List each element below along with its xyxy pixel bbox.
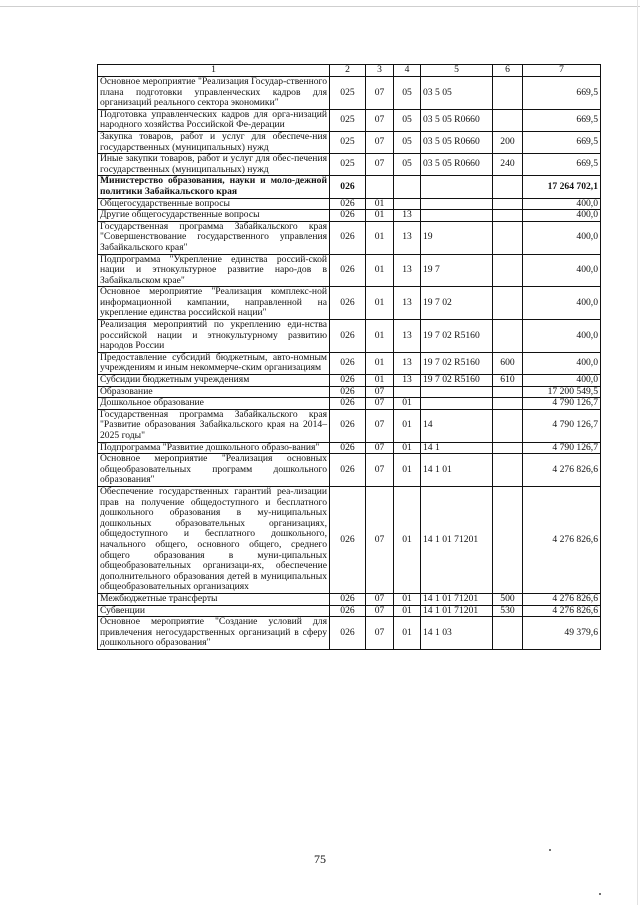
cell-expense-type: 610 [493,375,523,387]
cell-subsection [394,198,421,210]
cell-target-article: 14 1 [421,442,493,454]
cell-section: 01 [366,254,394,287]
cell-admin-code: 026 [330,593,366,605]
cell-admin-code: 026 [330,210,366,222]
cell-expense-type [493,454,523,487]
cell-name: Субвенции [98,605,330,617]
cell-section: 07 [366,109,394,131]
cell-subsection: 13 [394,320,421,353]
cell-admin-code: 026 [330,221,366,254]
cell-target-article: 19 [421,221,493,254]
cell-admin-code: 026 [330,617,366,650]
cell-target-article: 14 1 01 71201 [421,486,493,593]
cell-name: Обеспечение государственных гарантий реа-лизации прав на получение общедоступного и бесплатного дошкольного образования в му-ниципальных дошкольных образовательных организациях, общедоступного и бесплатного дошкольного, начального общего, основного общего, среднего общего образования в муни-ципальных общеобразовательных организаци-ях, обеспечение дополнительного образования детей в муниципальных общеобразовательных организациях [98,486,330,593]
cell-section: 07 [366,454,394,487]
table-row [98,375,601,387]
cell-name: Закупка товаров, работ и услуг для обеспече-ния государственных (муниципальных) нужд [98,131,330,153]
cell-expense-type [493,254,523,287]
header-col-7: 7 [523,65,601,77]
cell-section: 01 [366,352,394,374]
cell-expense-type: 200 [493,131,523,153]
cell-admin-code: 026 [330,454,366,487]
cell-admin-code: 025 [330,154,366,176]
cell-subsection: 05 [394,131,421,153]
cell-name: Дошкольное образование [98,398,330,410]
cell-target-article [421,198,493,210]
table-row [98,593,601,605]
header-col-5: 5 [421,65,493,77]
cell-section: 07 [366,617,394,650]
cell-amount: 669,5 [523,109,601,131]
cell-expense-type: 530 [493,605,523,617]
cell-admin-code: 026 [330,442,366,454]
cell-name: Государственная программа Забайкальского края "Совершенствование государственного управления Забайкальского края" [98,221,330,254]
cell-subsection: 01 [394,605,421,617]
table-row [98,386,601,398]
cell-section: 07 [366,131,394,153]
cell-amount: 669,5 [523,154,601,176]
cell-expense-type [493,386,523,398]
cell-amount: 4 276 826,6 [523,593,601,605]
table-row [98,617,601,650]
cell-name: Иные закупки товаров, работ и услуг для обес-печения государственных (муниципальных) нужд [98,154,330,176]
table-row [98,221,601,254]
header-col-6: 6 [493,65,523,77]
cell-subsection: 01 [394,409,421,442]
cell-amount: 4 276 826,6 [523,454,601,487]
cell-section: 01 [366,287,394,320]
cell-target-article [421,210,493,222]
cell-subsection: 01 [394,442,421,454]
cell-subsection: 13 [394,254,421,287]
cell-amount: 400,0 [523,352,601,374]
table-row [98,605,601,617]
cell-section: 01 [366,320,394,353]
table-row [98,77,601,110]
cell-expense-type [493,617,523,650]
cell-section: 07 [366,409,394,442]
table-row [98,398,601,410]
cell-subsection: 01 [394,593,421,605]
cell-target-article: 03 5 05 R0660 [421,154,493,176]
cell-target-article: 03 5 05 R0660 [421,131,493,153]
cell-name: Общегосударственные вопросы [98,198,330,210]
cell-amount: 17 264 702,1 [523,176,601,198]
cell-section: 01 [366,375,394,387]
cell-name: Основное мероприятие "Реализация основных общеобразовательных программ дошкольного образования" [98,454,330,487]
cell-admin-code: 026 [330,398,366,410]
cell-name: Подпрограмма "Укрепление единства россий-ской нации и этнокультурное развитие наро-дов в Забайкальском крае" [98,254,330,287]
cell-admin-code: 026 [330,254,366,287]
page-top-edge [0,6,640,7]
table-row [98,320,601,353]
cell-amount: 400,0 [523,198,601,210]
cell-admin-code: 025 [330,109,366,131]
cell-section: 07 [366,77,394,110]
cell-subsection: 13 [394,375,421,387]
table-row [98,287,601,320]
cell-admin-code: 026 [330,409,366,442]
cell-target-article: 14 1 03 [421,617,493,650]
cell-target-article: 19 7 02 R5160 [421,375,493,387]
table-row [98,210,601,222]
cell-amount: 4 790 126,7 [523,409,601,442]
table-header-row [98,65,601,77]
table-row [98,154,601,176]
cell-amount: 669,5 [523,77,601,110]
cell-target-article [421,398,493,410]
cell-target-article: 14 1 01 71201 [421,593,493,605]
cell-section: 07 [366,386,394,398]
cell-name: Другие общегосударственные вопросы [98,210,330,222]
cell-expense-type [493,198,523,210]
cell-amount: 400,0 [523,210,601,222]
cell-section: 07 [366,154,394,176]
cell-target-article [421,386,493,398]
cell-target-article: 19 7 02 [421,287,493,320]
cell-section: 01 [366,221,394,254]
cell-section [366,176,394,198]
table-row [98,454,601,487]
table-row [98,486,601,593]
cell-subsection: 13 [394,210,421,222]
cell-admin-code: 025 [330,77,366,110]
cell-subsection: 01 [394,486,421,593]
cell-name: Образование [98,386,330,398]
scan-speck [599,893,601,895]
table-row [98,176,601,198]
table-body [98,65,601,650]
cell-subsection: 01 [394,617,421,650]
table-row [98,198,601,210]
cell-name: Субсидии бюджетным учреждениям [98,375,330,387]
cell-subsection: 13 [394,221,421,254]
cell-section: 01 [366,210,394,222]
page-right-edge [637,0,638,905]
cell-expense-type: 240 [493,154,523,176]
cell-section: 01 [366,198,394,210]
cell-amount: 49 379,6 [523,617,601,650]
cell-name: Основное мероприятие "Реализация Государ-ственного плана подготовки управленческих кадров для организаций реального сектора экономики" [98,77,330,110]
cell-expense-type [493,320,523,353]
cell-amount: 17 200 549,5 [523,386,601,398]
cell-section: 07 [366,593,394,605]
cell-admin-code: 026 [330,486,366,593]
cell-admin-code: 026 [330,198,366,210]
cell-target-article: 03 5 05 [421,77,493,110]
cell-name: Основное мероприятие "Создание условий для привлечения негосударственных организаций в сферу дошкольного образования" [98,617,330,650]
cell-expense-type [493,109,523,131]
cell-admin-code: 025 [330,131,366,153]
table-row [98,131,601,153]
cell-name: Государственная программа Забайкальского края "Развитие образования Забайкальского края на 2014–2025 годы" [98,409,330,442]
cell-subsection: 05 [394,109,421,131]
cell-subsection [394,386,421,398]
cell-name: Реализация мероприятий по укреплению еди-нства российской нации и этнокультурному развитию народов России [98,320,330,353]
scan-speck [549,849,551,851]
cell-amount: 4 276 826,6 [523,605,601,617]
cell-admin-code: 026 [330,375,366,387]
cell-target-article: 19 7 02 R5160 [421,352,493,374]
cell-subsection: 13 [394,287,421,320]
table-row [98,352,601,374]
cell-admin-code: 026 [330,176,366,198]
cell-subsection: 13 [394,352,421,374]
cell-target-article: 14 1 01 [421,454,493,487]
header-col-1: 1 [98,65,330,77]
header-col-2: 2 [330,65,366,77]
cell-expense-type [493,176,523,198]
cell-subsection [394,176,421,198]
cell-expense-type [493,210,523,222]
cell-target-article: 14 [421,409,493,442]
cell-section: 07 [366,605,394,617]
cell-amount: 669,5 [523,131,601,153]
cell-name: Подготовка управленческих кадров для орга-низаций народного хозяйства Российской Фе-дерации [98,109,330,131]
cell-expense-type [493,77,523,110]
cell-expense-type [493,398,523,410]
cell-name: Министерство образования, науки и моло-дежной политики Забайкальского края [98,176,330,198]
cell-amount: 4 790 126,7 [523,398,601,410]
cell-target-article: 19 7 [421,254,493,287]
cell-section: 07 [366,398,394,410]
cell-name: Предоставление субсидий бюджетным, авто-номным учреждениям и иным некоммерче-ским организациям [98,352,330,374]
cell-section: 07 [366,442,394,454]
page-number: 75 [314,852,326,866]
cell-subsection: 01 [394,398,421,410]
budget-table [97,64,601,650]
cell-name: Основное мероприятие "Реализация комплекс-ной информационной кампании, направленной на укрепление единства российской нации" [98,287,330,320]
cell-target-article [421,176,493,198]
cell-amount: 400,0 [523,320,601,353]
cell-expense-type: 500 [493,593,523,605]
cell-amount: 400,0 [523,375,601,387]
cell-target-article: 14 1 01 71201 [421,605,493,617]
cell-expense-type [493,221,523,254]
table-row [98,109,601,131]
cell-amount: 4 790 126,7 [523,442,601,454]
cell-admin-code: 026 [330,287,366,320]
cell-name: Подпрограмма "Развитие дошкольного образо-вания" [98,442,330,454]
cell-subsection: 05 [394,154,421,176]
cell-amount: 400,0 [523,254,601,287]
cell-expense-type [493,409,523,442]
table-row [98,442,601,454]
table-row [98,254,601,287]
cell-expense-type: 600 [493,352,523,374]
cell-section: 07 [366,486,394,593]
cell-amount: 4 276 826,6 [523,486,601,593]
cell-target-article: 19 7 02 R5160 [421,320,493,353]
cell-subsection: 05 [394,77,421,110]
cell-admin-code: 026 [330,320,366,353]
cell-admin-code: 026 [330,386,366,398]
cell-expense-type [493,287,523,320]
table-row [98,409,601,442]
cell-expense-type [493,486,523,593]
cell-admin-code: 026 [330,352,366,374]
cell-expense-type [493,442,523,454]
cell-subsection: 01 [394,454,421,487]
cell-name: Межбюджетные трансферты [98,593,330,605]
cell-amount: 400,0 [523,287,601,320]
header-col-3: 3 [366,65,394,77]
header-col-4: 4 [394,65,421,77]
cell-admin-code: 026 [330,605,366,617]
cell-amount: 400,0 [523,221,601,254]
cell-target-article: 03 5 05 R0660 [421,109,493,131]
